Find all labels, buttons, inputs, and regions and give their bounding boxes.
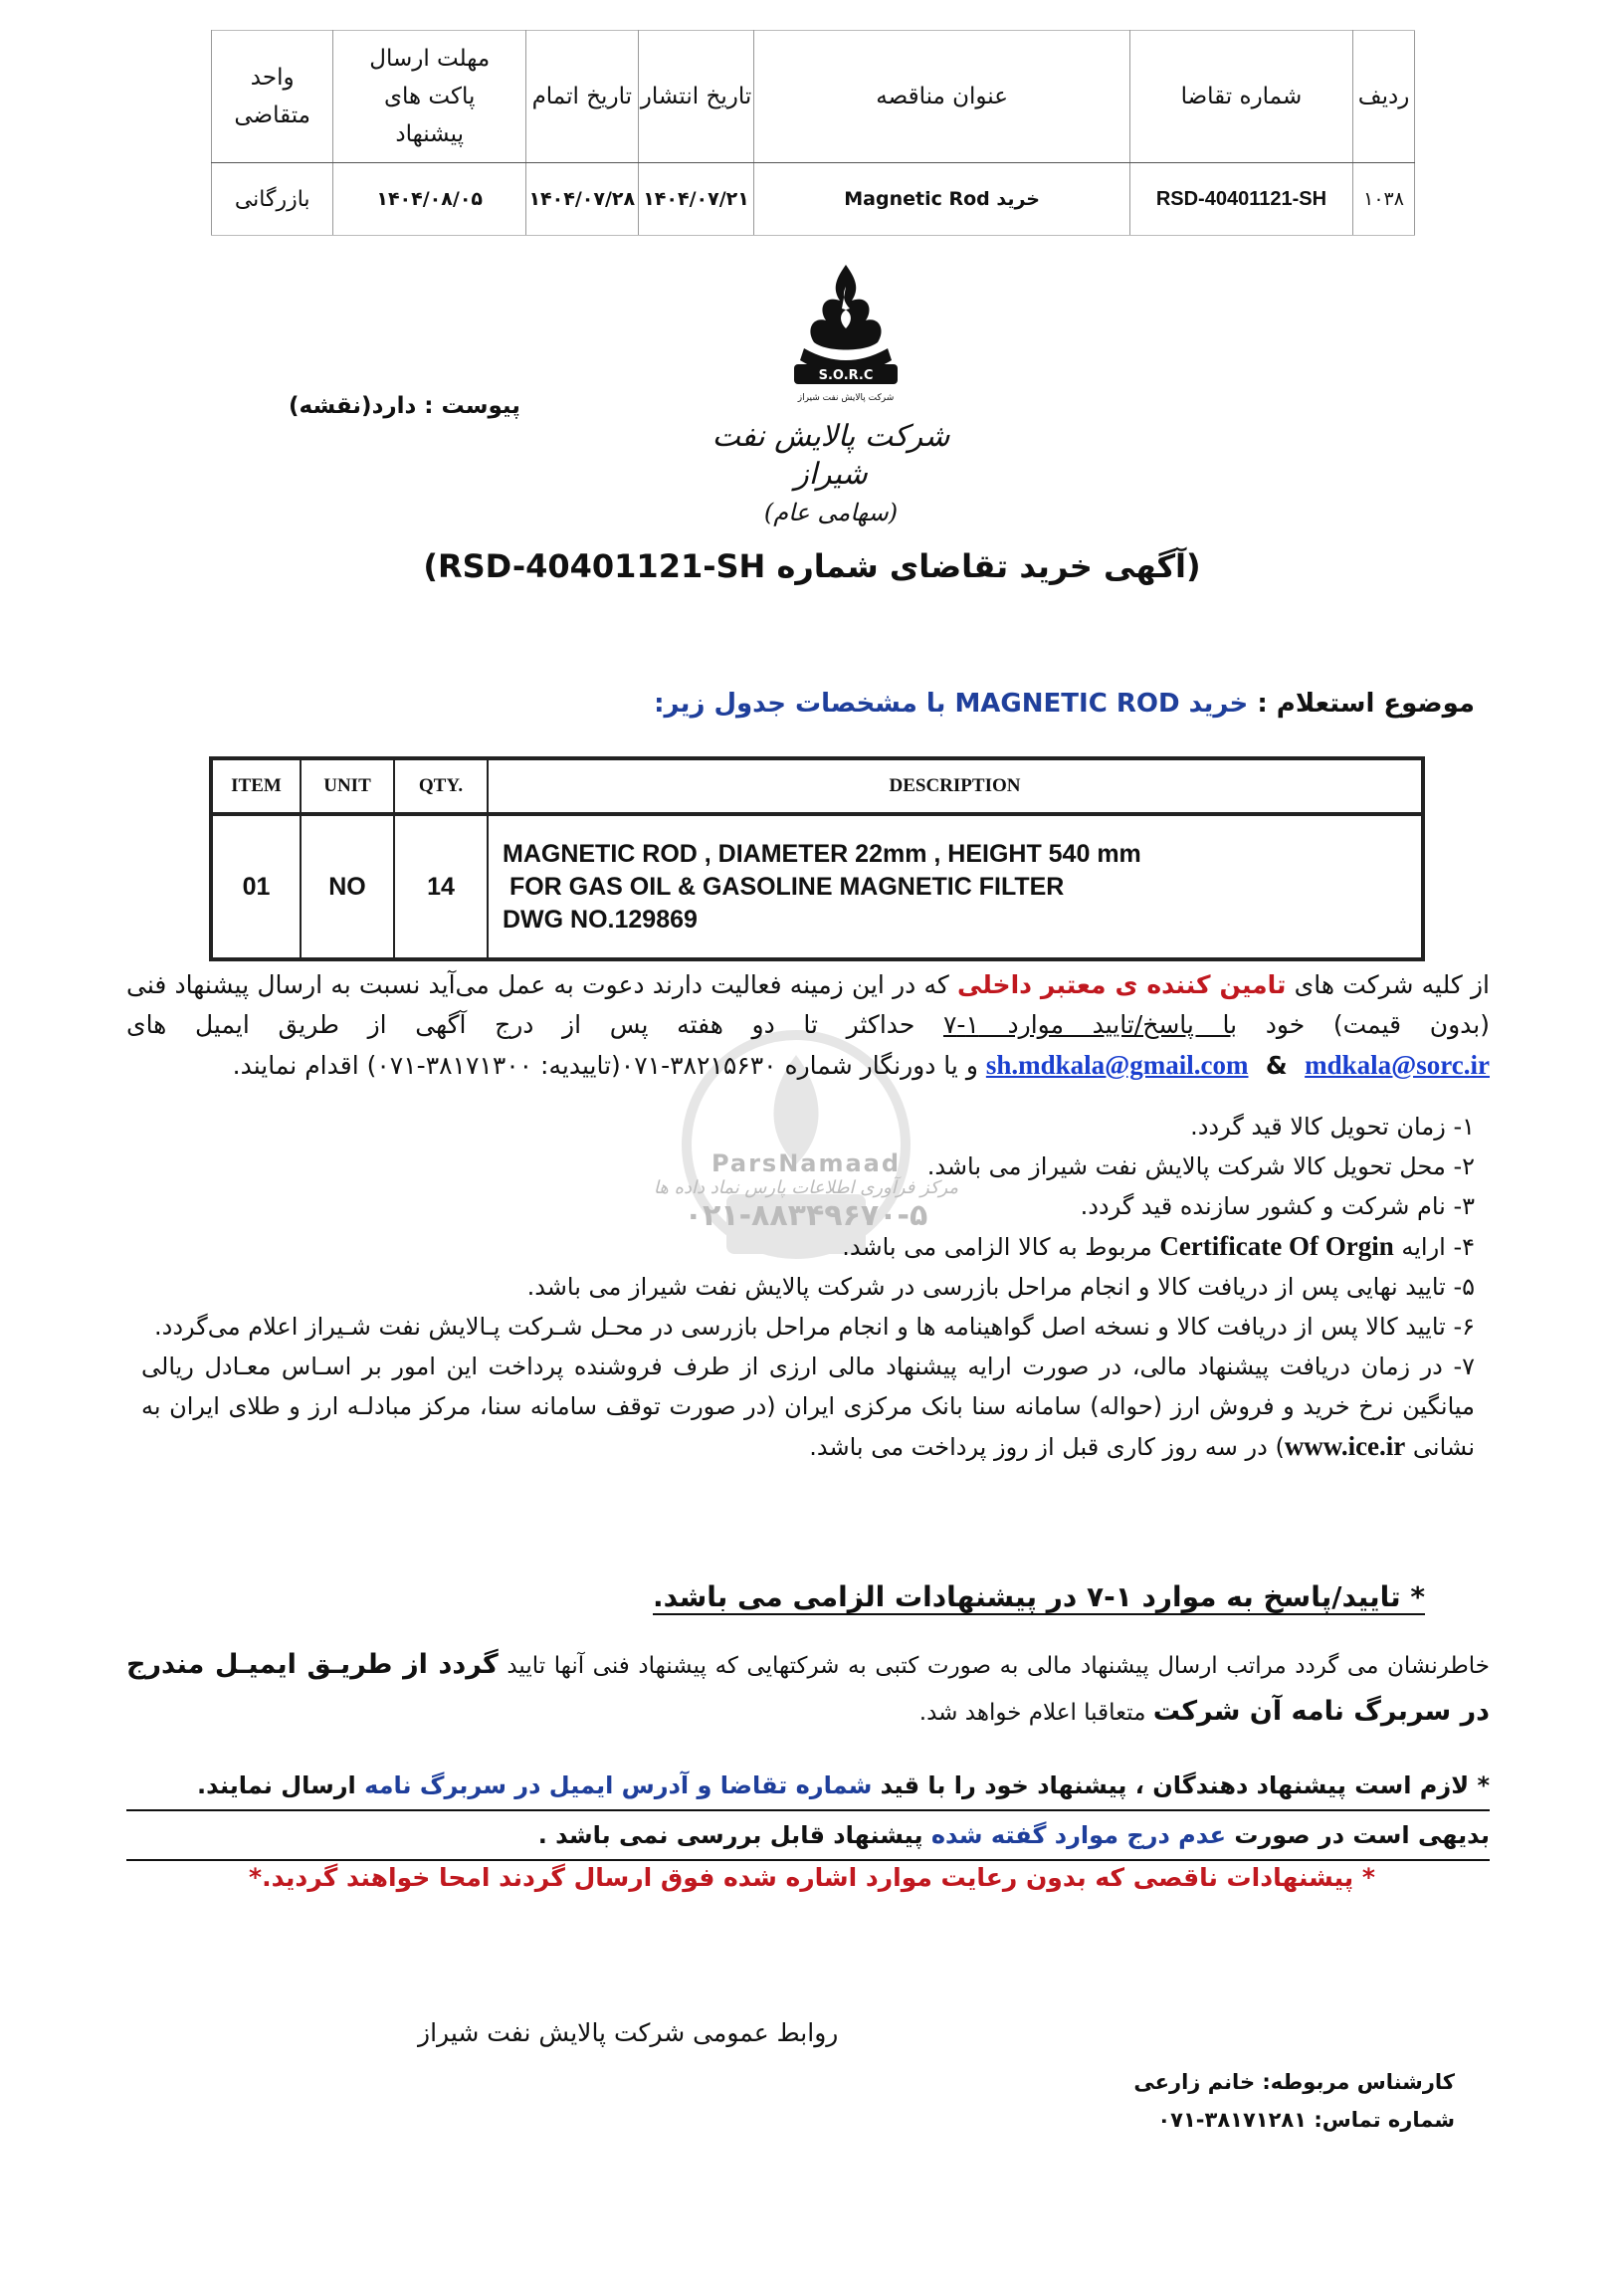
table-row: [211, 814, 1423, 959]
watermark-line: مرکز فرآوری اطلاعات پارس نماد داده ها: [653, 1177, 959, 1198]
condition-7-prefix: ۷- در زمان دریافت پیشنهاد مالی، در صورت ارایه پیشنهاد مالی ارزی از طرف فروشنده پرداخت این امور بر اسـاس معـادل ریالی میانگین نرخ خرید و فروش ارز (حواله) سامانه سنا بانک مرکزی ایران (در صورت توقف سامانه سنا، مرکز مبادلـه ارز و طلای ایران به نشانی: [141, 1353, 1475, 1461]
note-part-1: * لازم است پیشنهاد دهندگان ، پیشنهاد خود را با قید: [872, 1771, 1490, 1799]
condition-item-7: [141, 1347, 1475, 1467]
summary-end-date: ۱۴۰۴/۰۷/۲۸: [526, 163, 639, 236]
condition-list: [141, 1107, 1475, 1467]
subject-text: خرید MAGNETIC ROD با مشخصات جدول زیر:: [654, 689, 1249, 719]
summary-table: [211, 30, 1415, 236]
condition-4-suffix: مربوط به کالا الزامی می باشد.: [842, 1233, 1160, 1261]
item-description-line-3: DWG NO.129869: [503, 905, 698, 934]
items-header-unit: UNIT: [301, 758, 394, 814]
intro-supplier-highlight: تامین کننده ی معتبر داخلی: [957, 970, 1287, 999]
note-part-4: بدیهی است در صورت: [1226, 1821, 1490, 1849]
logo-company-name: [702, 418, 960, 531]
item-unit: NO: [301, 814, 394, 959]
mandatory-text: * تایید/پاسخ به موارد ۱-۷ در پیشنهادات الزامی می باشد.: [652, 1580, 1425, 1613]
incomplete-proposal-warning: * پیشنهادات ناقصی که بدون رعایت موارد اشاره شده فوق ارسال گردند امحا خواهند گردید.*: [249, 1863, 1375, 1892]
summary-row-no: ۱۰۳۸: [1353, 163, 1415, 236]
reminder-email-highlight: گردد از طریـق ایمیـل مندرج در سربرگ نامه آن شرکت: [126, 1649, 1490, 1727]
logo-emblem-text: S.O.R.C: [818, 368, 874, 383]
note-missing-items-highlight: عدم درج موارد گفته شده: [930, 1821, 1227, 1849]
summary-unit: بازرگانی: [212, 163, 333, 236]
note-request-email-highlight: شماره تقاضا و آدرس ایمیل در سربرگ نامه: [364, 1771, 873, 1799]
item-description-line-1: MAGNETIC ROD , DIAMETER 22mm , HEIGHT 540 mm: [503, 839, 1141, 868]
note-paragraph: [126, 1762, 1490, 1861]
reminder-part-3: متعاقبا اعلام خواهد شد.: [918, 1700, 1153, 1726]
attachment-note: پیوست : دارد(نقشه): [289, 393, 520, 419]
note-line-2: [126, 1811, 1490, 1861]
condition-item-4: [141, 1226, 1475, 1267]
condition-7-suffix: ) در سه روز کاری قبل از روز پرداخت می باشد.: [809, 1433, 1285, 1461]
logo-line-1: شرکت پالایش نفت شیراز: [711, 419, 950, 492]
intro-part-1: از کلیه شرکت های: [1286, 970, 1490, 999]
ice-website: www.ice.ir: [1284, 1431, 1406, 1461]
summary-request-no: RSD-40401121-SH: [1129, 163, 1352, 236]
items-header-row: [211, 758, 1423, 814]
condition-item-3: ۳- نام شرکت و کشور سازنده قید گردد.: [1080, 1192, 1475, 1220]
contact-phone: شماره تماس: ۳۸۱۷۱۲۸۱-۰۷۱: [1157, 2108, 1455, 2132]
inquiry-subject: [654, 689, 1475, 719]
note-part-6: پیشنهاد قابل بررسی نمی باشد .: [537, 1821, 931, 1849]
summary-header-deadline: مهلت ارسال پاکت های پیشنهاد: [333, 31, 526, 163]
summary-publish-date: ۱۴۰۴/۰۷/۲۱: [638, 163, 754, 236]
note-part-3: ارسال نمایند.: [197, 1771, 365, 1799]
condition-4-prefix: ۴- ارایه: [1393, 1233, 1475, 1261]
summary-deadline: ۱۴۰۴/۰۸/۰۵: [333, 163, 526, 236]
reminder-paragraph: [126, 1642, 1490, 1736]
logo-small-text: شرکت پالایش نفت شیراز: [797, 393, 895, 403]
item-description: [488, 814, 1423, 959]
summary-header-row-no: ردیف: [1353, 31, 1415, 163]
item-description-line-2: FOR GAS OIL & GASOLINE MAGNETIC FILTER: [503, 872, 1065, 901]
certificate-of-origin: Certificate Of Orgin: [1159, 1231, 1394, 1261]
email-link-mdkala[interactable]: mdkala@sorc.ir: [1305, 1050, 1490, 1080]
summary-header-end-date: تاریخ اتمام: [526, 31, 639, 163]
summary-header-title: عنوان مناقصه: [754, 31, 1129, 163]
item-qty: 14: [394, 814, 488, 959]
condition-item-6: ۶- تایید کالا پس از دریافت کالا و نسخه اصل گواهینامه ها و انجام مراحل بازرسی در محـل شـرکت پـالایش نفت شـیراز اعلام می‌گردد.: [154, 1313, 1475, 1341]
items-table: [209, 756, 1425, 961]
items-header-item: ITEM: [211, 758, 301, 814]
intro-ampersand: &: [1248, 1051, 1306, 1080]
summary-header-row: [212, 31, 1415, 163]
summary-header-publish-date: تاریخ انتشار: [638, 31, 754, 163]
items-header-description: DESCRIPTION: [488, 758, 1423, 814]
public-relations-signature: روابط عمومی شرکت پالایش نفت شیراز: [418, 2018, 839, 2047]
intro-part-6: و یا دورنگار شماره ۳۸۲۱۵۶۳۰-۰۷۱(تاییدیه: ۳۸۱۷۱۳۰۰-۰۷۱) اقدام نمایند.: [232, 1051, 986, 1080]
condition-item-5: ۵- تایید نهایی پس از دریافت کالا و انجام مراحل بازرسی در شرکت پالایش نفت شیراز می باشد.: [526, 1273, 1475, 1301]
condition-item-1: ۱- زمان تحویل کالا قید گردد.: [1190, 1113, 1475, 1141]
summary-header-request-no: شماره تقاضا: [1129, 31, 1352, 163]
page-title: (آگهی خرید تقاضای شماره RSD-40401121-SH): [423, 547, 1201, 585]
intro-confirm-items: با پاسخ/تایید موارد ۱-۷: [942, 1010, 1238, 1039]
summary-title: خرید Magnetic Rod: [754, 163, 1129, 236]
note-line-1: [126, 1762, 1490, 1811]
items-header-qty: QTY.: [394, 758, 488, 814]
summary-header-unit: واحد متقاضی: [212, 31, 333, 163]
item-number: 01: [211, 814, 301, 959]
logo-line-2: (سهامی عام): [763, 499, 899, 526]
intro-part-3: که در این زمینه فعالیت دارند دعوت به عمل می‌آید نسبت به ارسال پیشنهاد فنی (بدون قیمت) خود: [126, 970, 1490, 1039]
responsible-expert: کارشناس مربوطه: خانم زارعی: [1133, 2070, 1455, 2094]
summary-data-row: [212, 163, 1415, 236]
condition-item-2: ۲- محل تحویل کالا شرکت پالایش نفت شیراز می باشد.: [926, 1152, 1475, 1180]
sorc-logo-icon: [766, 261, 925, 410]
watermark-phone: ۰۲۱-۸۸۳۴۹۶۷۰-۵: [684, 1198, 928, 1233]
intro-paragraph: [126, 965, 1490, 1086]
watermark-site: ParsNamaad: [710, 1149, 902, 1177]
subject-label: موضوع استعلام :: [1248, 689, 1475, 719]
intro-part-5: حداکثر تا دو هفته پس از درج آگهی از طریق ایمیل های: [126, 1010, 943, 1039]
mandatory-notice: [653, 1580, 1425, 1613]
reminder-part-1: خاطرنشان می گردد مراتب ارسال پیشنهاد مالی به صورت کتبی به شرکتهایی که پیشنهاد فنی آنها تایید: [498, 1653, 1491, 1679]
email-link-gmail[interactable]: sh.mdkala@gmail.com: [985, 1050, 1249, 1080]
